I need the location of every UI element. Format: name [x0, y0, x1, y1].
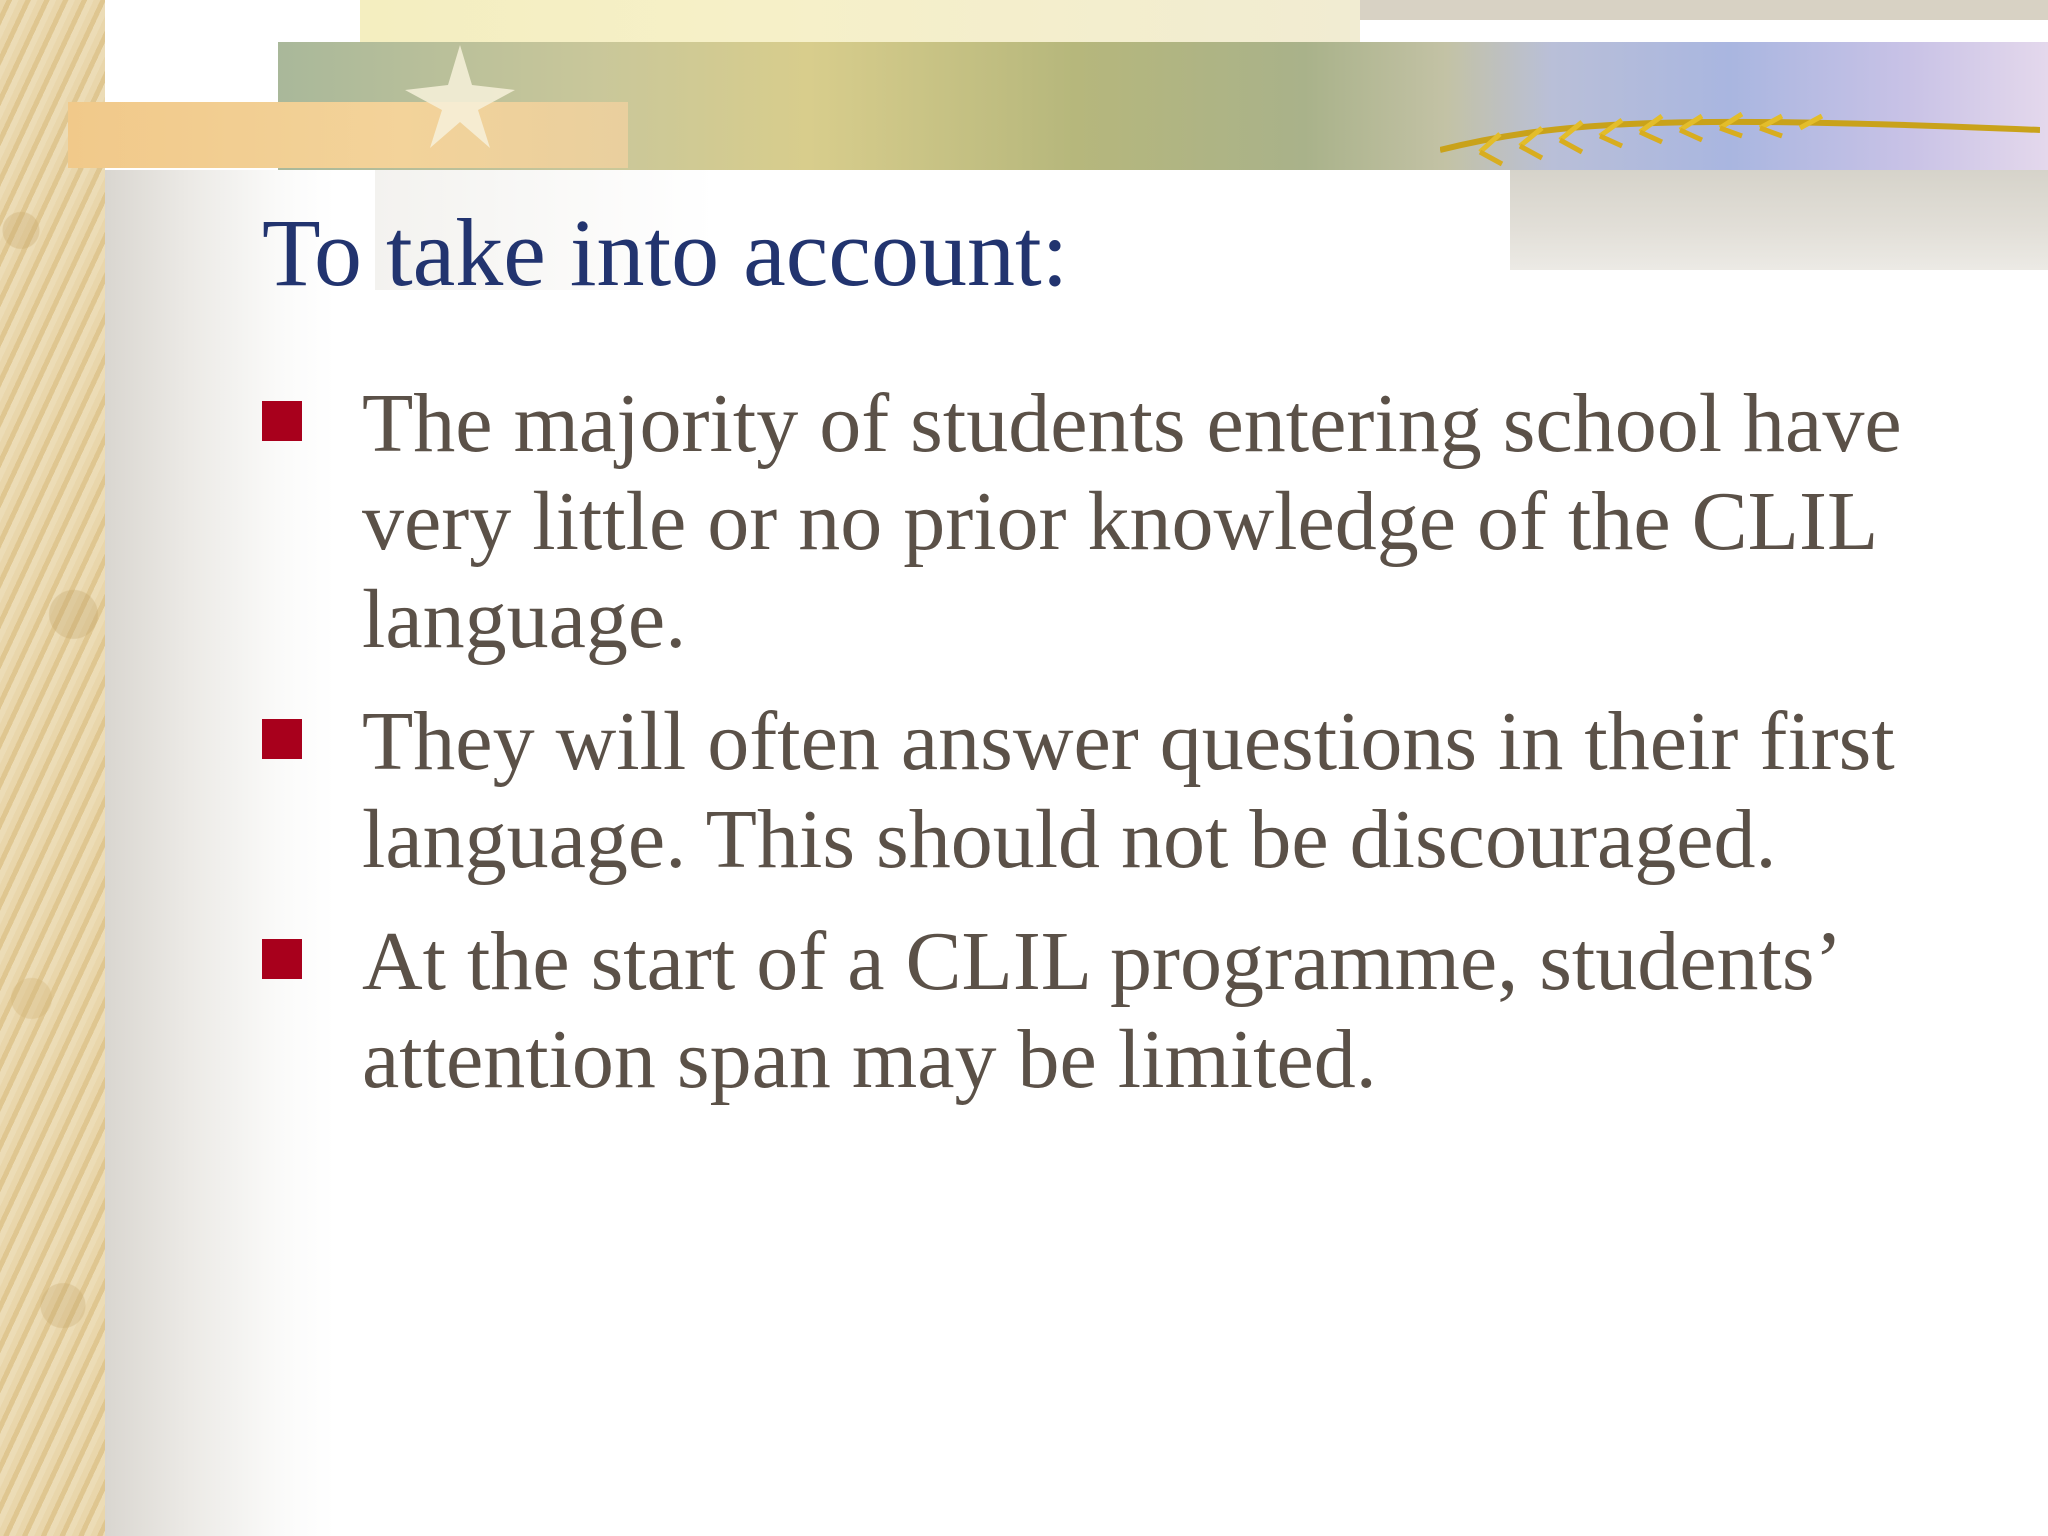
slide-title: To take into account: [262, 199, 1069, 306]
orange-accent-bar [68, 102, 628, 168]
square-bullet-icon [262, 719, 302, 759]
banner-top-right-strip [1360, 0, 2048, 20]
bullet-text: The majority of students entering school have very little or no prior knowledge of the CLIL language. [362, 377, 1902, 666]
star-leaf-decoration [400, 40, 520, 150]
list-item [262, 693, 1982, 889]
parchment-strip [0, 0, 105, 1536]
list-item [262, 913, 1982, 1109]
bullet-text: They will often answer questions in their first language. This should not be discouraged. [362, 695, 1895, 886]
banner-top-strip [360, 0, 1360, 44]
square-bullet-icon [262, 401, 302, 441]
square-bullet-icon [262, 939, 302, 979]
bullet-text: At the start of a CLIL programme, students’ attention span may be limited. [362, 915, 1837, 1106]
right-frame-shading [1510, 170, 2048, 270]
list-item [262, 375, 1982, 669]
wheat-decoration [1440, 110, 2040, 170]
bullet-list [262, 375, 1982, 1133]
